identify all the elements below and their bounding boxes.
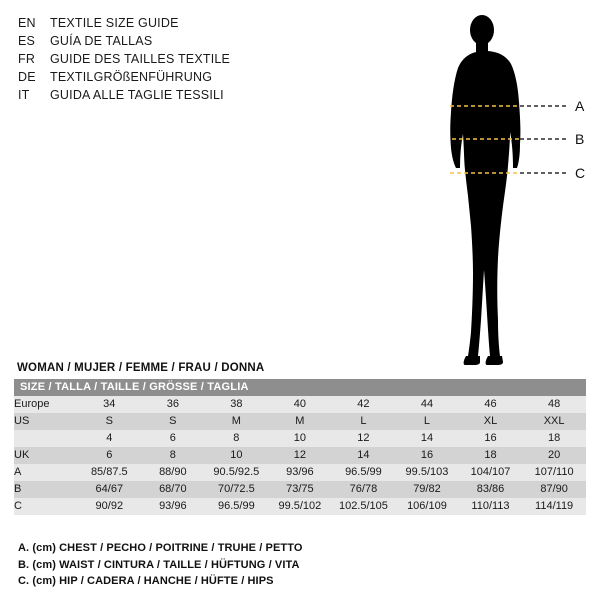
language-title-block (18, 14, 348, 104)
row-label: US (14, 413, 78, 430)
cell: 18 (522, 430, 586, 447)
cell: 48 (522, 396, 586, 413)
cell: 46 (459, 396, 523, 413)
marker-label-b: B (575, 131, 585, 147)
cell: 16 (459, 430, 523, 447)
cell: 12 (332, 430, 396, 447)
cell: 93/96 (268, 464, 332, 481)
cell: 90.5/92.5 (205, 464, 269, 481)
table-row (14, 396, 586, 413)
cell: 10 (205, 447, 269, 464)
language-row (18, 14, 348, 32)
female-silhouette-icon (450, 15, 520, 365)
cell: 106/109 (395, 498, 459, 515)
cell: 99.5/102 (268, 498, 332, 515)
cell: S (78, 413, 142, 430)
language-row (18, 86, 348, 104)
table-header-row (14, 379, 586, 396)
size-table-area (14, 362, 586, 515)
row-label: UK (14, 447, 78, 464)
legend-row-a: A. (cm) CHEST / PECHO / POITRINE / TRUHE / PETTO (18, 542, 303, 554)
cell: 85/87.5 (78, 464, 142, 481)
language-title: TEXTILGRÖßENFÜHRUNG (50, 70, 213, 84)
cell: 10 (268, 430, 332, 447)
cell: 70/72.5 (205, 481, 269, 498)
table-caption: WOMAN / MUJER / FEMME / FRAU / DONNA (17, 362, 265, 374)
table-row (14, 464, 586, 481)
row-label: C (14, 498, 78, 515)
cell: 14 (395, 430, 459, 447)
cell: 40 (268, 396, 332, 413)
cell: 16 (395, 447, 459, 464)
legend-row-c: C. (cm) HIP / CADERA / HANCHE / HÜFTE / HIPS (18, 575, 274, 587)
cell: XXL (522, 413, 586, 430)
cell: 99.5/103 (395, 464, 459, 481)
cell: 114/119 (522, 498, 586, 515)
cell: 76/78 (332, 481, 396, 498)
cell: 83/86 (459, 481, 523, 498)
cell: M (205, 413, 269, 430)
cell: 12 (268, 447, 332, 464)
language-row (18, 68, 348, 86)
cell: 96.5/99 (205, 498, 269, 515)
cell: 36 (141, 396, 205, 413)
table-row (14, 447, 586, 464)
language-code: IT (18, 88, 30, 102)
cell: 104/107 (459, 464, 523, 481)
cell: S (141, 413, 205, 430)
row-label: B (14, 481, 78, 498)
language-title: GUÍA DE TALLAS (50, 34, 153, 48)
cell: 107/110 (522, 464, 586, 481)
legend-row-b: B. (cm) WAIST / CINTURA / TAILLE / HÜFTUNG / VITA (18, 558, 300, 571)
row-label: A (14, 464, 78, 481)
cell: 8 (205, 430, 269, 447)
cell: 6 (78, 447, 142, 464)
cell: 102.5/105 (332, 498, 396, 515)
language-row (18, 50, 348, 68)
cell: 87/90 (522, 481, 586, 498)
table-row (14, 430, 586, 447)
language-code: FR (18, 52, 36, 66)
language-title: GUIDE DES TAILLES TEXTILE (50, 52, 231, 66)
language-row (18, 32, 348, 50)
table-header-label: SIZE / TALLA / TAILLE / GRÖSSE / TAGLIA (14, 379, 586, 396)
cell: L (395, 413, 459, 430)
cell: 4 (78, 430, 142, 447)
cell: M (268, 413, 332, 430)
cell: 34 (78, 396, 142, 413)
size-table (14, 379, 586, 515)
measurement-legend (18, 540, 578, 590)
cell: 64/67 (78, 481, 142, 498)
language-code: EN (18, 16, 36, 30)
cell: 110/113 (459, 498, 523, 515)
language-title: TEXTILE SIZE GUIDE (50, 16, 179, 30)
cell: L (332, 413, 396, 430)
language-code: ES (18, 34, 36, 48)
cell: 96.5/99 (332, 464, 396, 481)
cell: 93/96 (141, 498, 205, 515)
cell: 44 (395, 396, 459, 413)
cell: 38 (205, 396, 269, 413)
table-row (14, 413, 586, 430)
marker-label-a: A (575, 98, 585, 114)
cell: 68/70 (141, 481, 205, 498)
cell: 90/92 (78, 498, 142, 515)
cell: 79/82 (395, 481, 459, 498)
marker-label-c: C (575, 165, 586, 181)
body-figure (420, 8, 600, 368)
cell: 14 (332, 447, 396, 464)
cell: XL (459, 413, 523, 430)
language-code: DE (18, 70, 36, 84)
cell: 8 (141, 447, 205, 464)
cell: 20 (522, 447, 586, 464)
table-row (14, 498, 586, 515)
table-row (14, 481, 586, 498)
cell: 18 (459, 447, 523, 464)
cell: 73/75 (268, 481, 332, 498)
cell: 88/90 (141, 464, 205, 481)
row-label (14, 430, 78, 447)
cell: 6 (141, 430, 205, 447)
cell: 42 (332, 396, 396, 413)
row-label: Europe (14, 396, 78, 413)
language-title: GUIDA ALLE TAGLIE TESSILI (50, 88, 224, 102)
